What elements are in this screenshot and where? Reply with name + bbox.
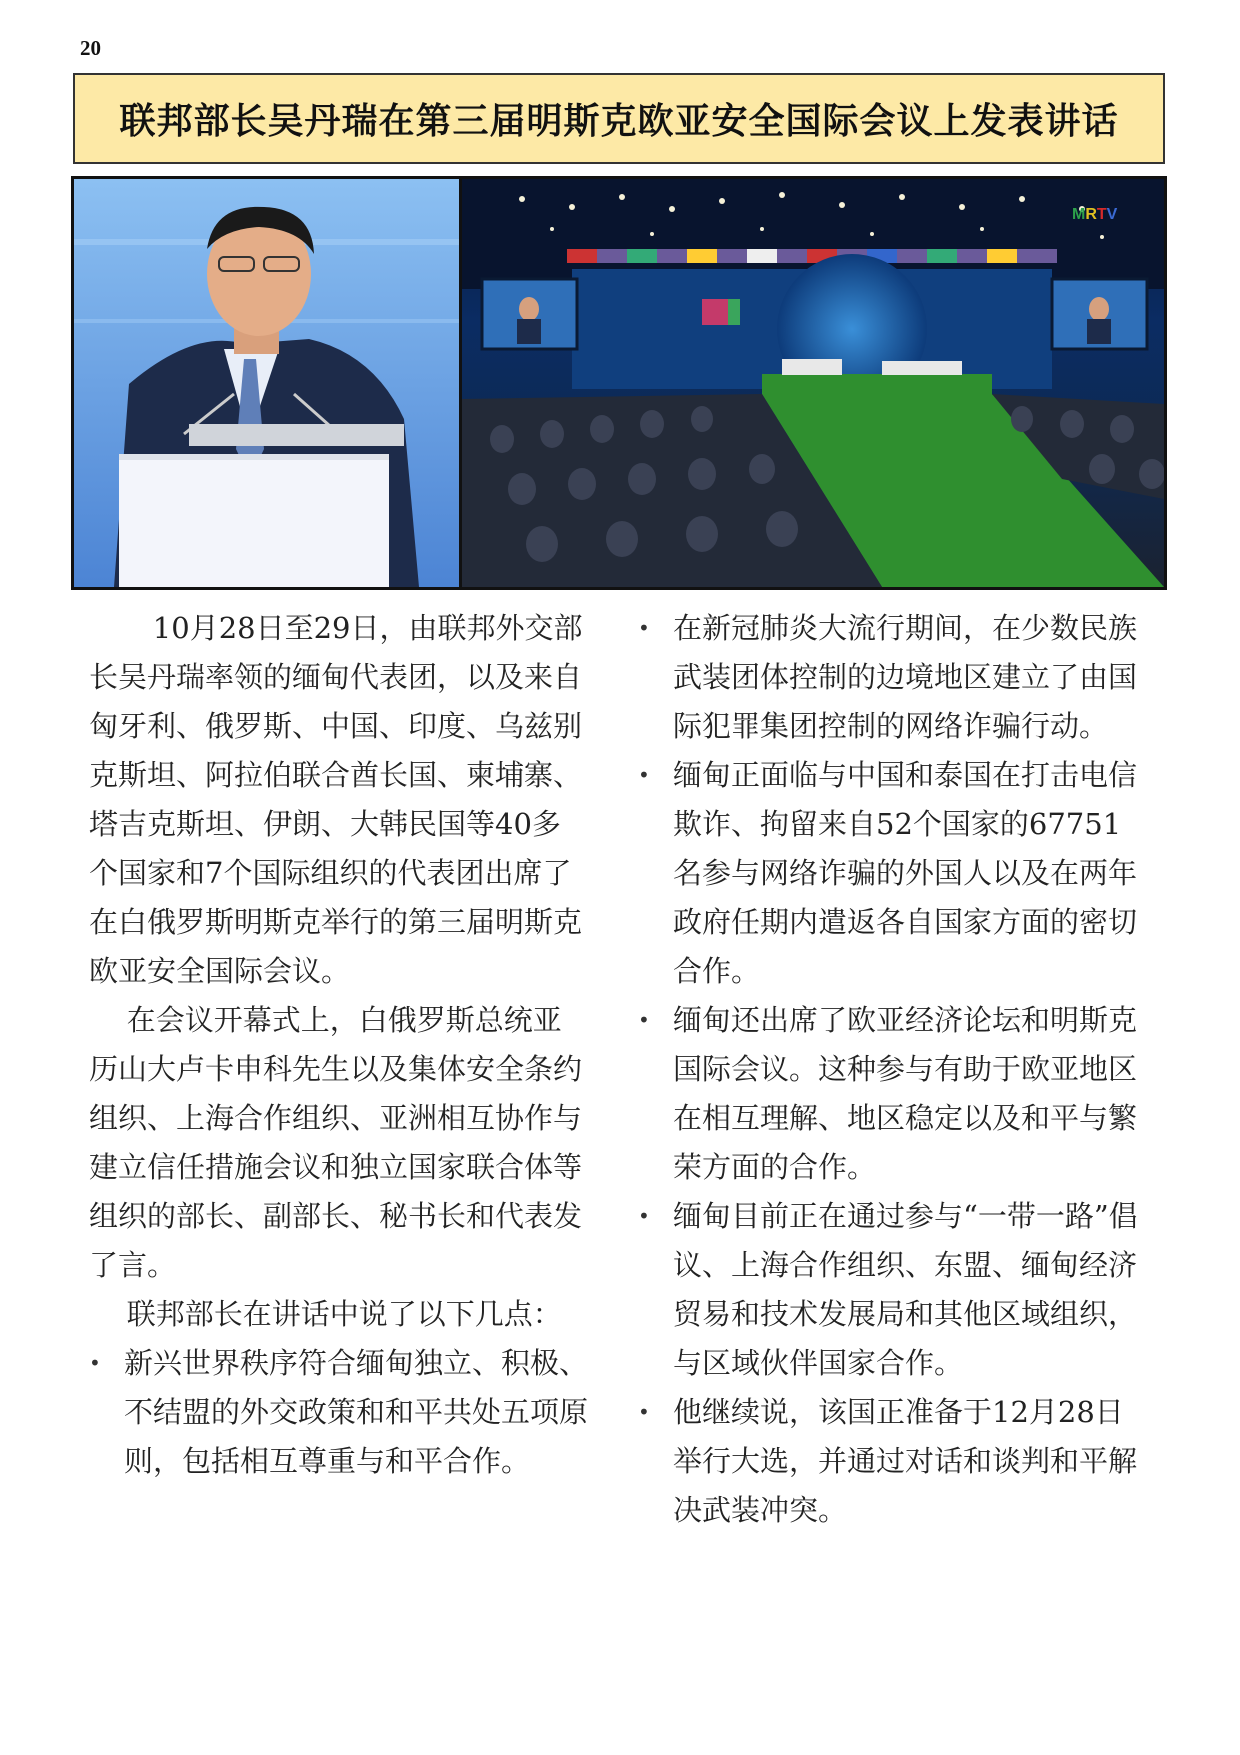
paragraph-intro: 10月28日至29日，由联邦外交部长吴丹瑞率领的缅甸代表团，以及来自匈牙利、俄罗斯、中国、印度、乌兹别克斯坦、阿拉伯联合酋长国、柬埔寨、塔吉克斯坦、伊朗、大韩民国等40多个国家和7个国际组织的代表团出席了在白俄罗斯明斯克举行的第三届明斯克欧亚安全国际会议。 — [89, 611, 583, 988]
page-number: 20 — [80, 36, 101, 60]
paragraph-speech-points: 联邦部长在讲话中说了以下几点： — [126, 1297, 562, 1331]
bullet-item: • 他继续说，该国正准备于12月28日举行大选，并通过对话和谈判和平解决武装冲突。 — [638, 1388, 1138, 1535]
title-banner — [73, 73, 1165, 164]
bullet-item: • 新兴世界秩序符合缅甸独立、积极、不结盟的外交政策和和平共处五项原则，包括相互尊重与和平合作。 — [89, 1339, 589, 1486]
mrtv-logo — [1072, 206, 1118, 223]
bullet-item: • 缅甸正面临与中国和泰国在打击电信欺诈、拘留来自52个国家的67751名参与网络诈骗的外国人以及在两年政府任期内遣返各自国家方面的密切合作。 — [638, 751, 1138, 996]
left-column — [89, 604, 589, 1486]
article-title: 联邦部长吴丹瑞在第三届明斯克欧亚安全国际会议上发表讲话 — [119, 101, 1119, 142]
bullet-item: • 缅甸目前正在通过参与“一带一路”倡议、上海合作组织、东盟、缅甸经济贸易和技术发展局和其他区域组织，与区域伙伴国家合作。 — [638, 1192, 1138, 1388]
paragraph-opening-ceremony: 在会议开幕式上，白俄罗斯总统亚历山大卢卡申科先生以及集体安全条约组织、上海合作组织、亚洲相互协作与建立信任措施会议和独立国家联合体等组织的部长、副部长、秘书长和代表发了言。 — [89, 1003, 583, 1282]
bullet-item: • 在新冠肺炎大流行期间，在少数民族武装团体控制的边境地区建立了由国际犯罪集团控制的网络诈骗行动。 — [638, 604, 1138, 751]
photo-frame — [71, 176, 1167, 590]
right-column — [638, 604, 1138, 1535]
bullet-item: • 缅甸还出席了欧亚经济论坛和明斯克国际会议。这种参与有助于欧亚地区在相互理解、地区稳定以及和平与繁荣方面的合作。 — [638, 996, 1138, 1192]
svg-text:MRTV: MRTV — [1072, 206, 1118, 223]
speaker-photo — [74, 179, 462, 587]
conference-hall-photo — [462, 179, 1164, 587]
